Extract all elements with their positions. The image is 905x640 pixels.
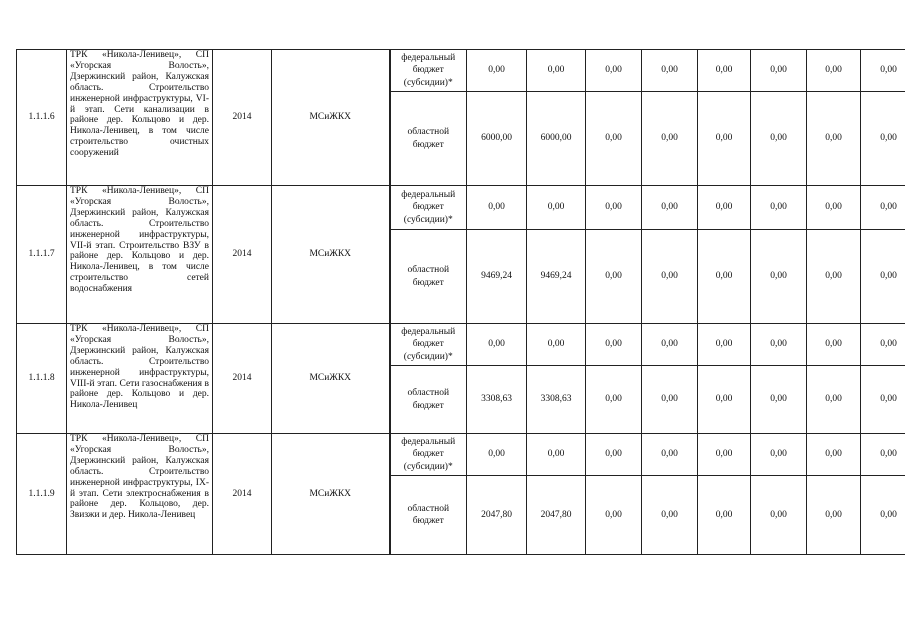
amount-cell: 0,00 [467,186,527,230]
item-executor: МСиЖКХ [272,50,390,186]
amount-cell: 0,00 [861,476,905,555]
amount-cell: 0,00 [807,476,861,555]
item-executor: МСиЖКХ [272,186,390,324]
amount-cell: 6000,00 [467,92,527,186]
amount-cell: 0,00 [586,230,642,324]
amount-cell: 0,00 [467,50,527,92]
amount-cell: 0,00 [807,434,861,476]
financing-table [16,49,905,555]
amount-cell: 0,00 [698,186,751,230]
amount-cell: 0,00 [586,434,642,476]
funding-source-federal: федеральный бюджет (субсидии)* [390,50,467,92]
item-year: 2014 [213,50,272,186]
table-row [17,186,905,230]
amount-cell: 0,00 [751,92,807,186]
item-description: ТРК «Никола-Ленивец», СП «Угорская Волость», Дзержинский район, Калужская область. Строительство инженерной инфраструктуры, VII-й этап. Строительство ВЗУ в районе дер. Кольцово и дер. Никола-Ленивец, в том числе строительство сетей водоснабжения [67,186,213,324]
amount-cell: 0,00 [698,92,751,186]
amount-cell: 9469,24 [527,230,586,324]
amount-cell: 0,00 [751,230,807,324]
funding-source-federal: федеральный бюджет (субсидии)* [390,324,467,366]
amount-cell: 0,00 [861,434,905,476]
amount-cell: 0,00 [698,230,751,324]
amount-cell: 6000,00 [527,92,586,186]
amount-cell: 0,00 [698,50,751,92]
amount-cell: 0,00 [751,366,807,434]
table-row [17,434,905,476]
amount-cell: 0,00 [642,186,698,230]
amount-cell: 0,00 [527,434,586,476]
funding-source-federal: федеральный бюджет (субсидии)* [390,186,467,230]
amount-cell: 0,00 [807,366,861,434]
table-body [17,50,905,555]
amount-cell: 0,00 [642,230,698,324]
amount-cell: 0,00 [807,324,861,366]
amount-cell: 0,00 [698,434,751,476]
amount-cell: 0,00 [751,434,807,476]
amount-cell: 0,00 [467,434,527,476]
item-code: 1.1.1.9 [17,434,67,555]
amount-cell: 0,00 [586,366,642,434]
item-year: 2014 [213,324,272,434]
amount-cell: 0,00 [807,92,861,186]
amount-cell: 0,00 [586,50,642,92]
amount-cell: 0,00 [861,186,905,230]
funding-source-regional: областной бюджет [390,366,467,434]
amount-cell: 3308,63 [467,366,527,434]
item-executor: МСиЖКХ [272,324,390,434]
item-year: 2014 [213,186,272,324]
table-row [17,50,905,92]
amount-cell: 0,00 [586,324,642,366]
amount-cell: 0,00 [642,50,698,92]
item-code: 1.1.1.6 [17,50,67,186]
amount-cell: 2047,80 [467,476,527,555]
item-description: ТРК «Никола-Ленивец», СП «Угорская Волость», Дзержинский район, Калужская область. Строительство инженерной инфраструктуры, IX-й этап. Сети электроснабжения в районе дер. Кольцово, дер. Звизжи и дер. Никола-Ленивец [67,434,213,555]
item-executor: МСиЖКХ [272,434,390,555]
amount-cell: 0,00 [861,324,905,366]
item-year: 2014 [213,434,272,555]
funding-source-regional: областной бюджет [390,230,467,324]
amount-cell: 2047,80 [527,476,586,555]
amount-cell: 0,00 [751,476,807,555]
amount-cell: 0,00 [527,324,586,366]
amount-cell: 0,00 [861,50,905,92]
item-code: 1.1.1.7 [17,186,67,324]
amount-cell: 0,00 [586,476,642,555]
funding-source-federal: федеральный бюджет (субсидии)* [390,434,467,476]
amount-cell: 0,00 [698,366,751,434]
amount-cell: 0,00 [586,186,642,230]
amount-cell: 0,00 [751,324,807,366]
amount-cell: 0,00 [642,92,698,186]
amount-cell: 0,00 [698,324,751,366]
amount-cell: 0,00 [527,50,586,92]
amount-cell: 0,00 [642,366,698,434]
amount-cell: 0,00 [642,434,698,476]
amount-cell: 0,00 [698,476,751,555]
amount-cell: 0,00 [807,230,861,324]
amount-cell: 9469,24 [467,230,527,324]
funding-source-regional: областной бюджет [390,92,467,186]
item-description: ТРК «Никола-Ленивец», СП «Угорская Волость», Дзержинский район, Калужская область. Строительство инженерной инфраструктуры, VIII-й этап. Сети газоснабжения в районе дер. Кольцово и дер. Никола-Ленивец [67,324,213,434]
amount-cell: 0,00 [751,186,807,230]
amount-cell: 0,00 [467,324,527,366]
amount-cell: 0,00 [861,366,905,434]
table-row [17,324,905,366]
amount-cell: 0,00 [861,92,905,186]
amount-cell: 0,00 [861,230,905,324]
item-code: 1.1.1.8 [17,324,67,434]
item-description: ТРК «Никола-Ленивец», СП «Угорская Волость», Дзержинский район, Калужская область. Строительство инженерной инфраструктуры, VI-й этап. Сети канализации в районе дер. Кольцово и дер. Никола-Ленивец, в том числе строительство очистных сооружений [67,50,213,186]
amount-cell: 0,00 [807,50,861,92]
amount-cell: 0,00 [751,50,807,92]
amount-cell: 0,00 [807,186,861,230]
amount-cell: 3308,63 [527,366,586,434]
amount-cell: 0,00 [586,92,642,186]
funding-source-regional: областной бюджет [390,476,467,555]
amount-cell: 0,00 [642,476,698,555]
amount-cell: 0,00 [642,324,698,366]
amount-cell: 0,00 [527,186,586,230]
